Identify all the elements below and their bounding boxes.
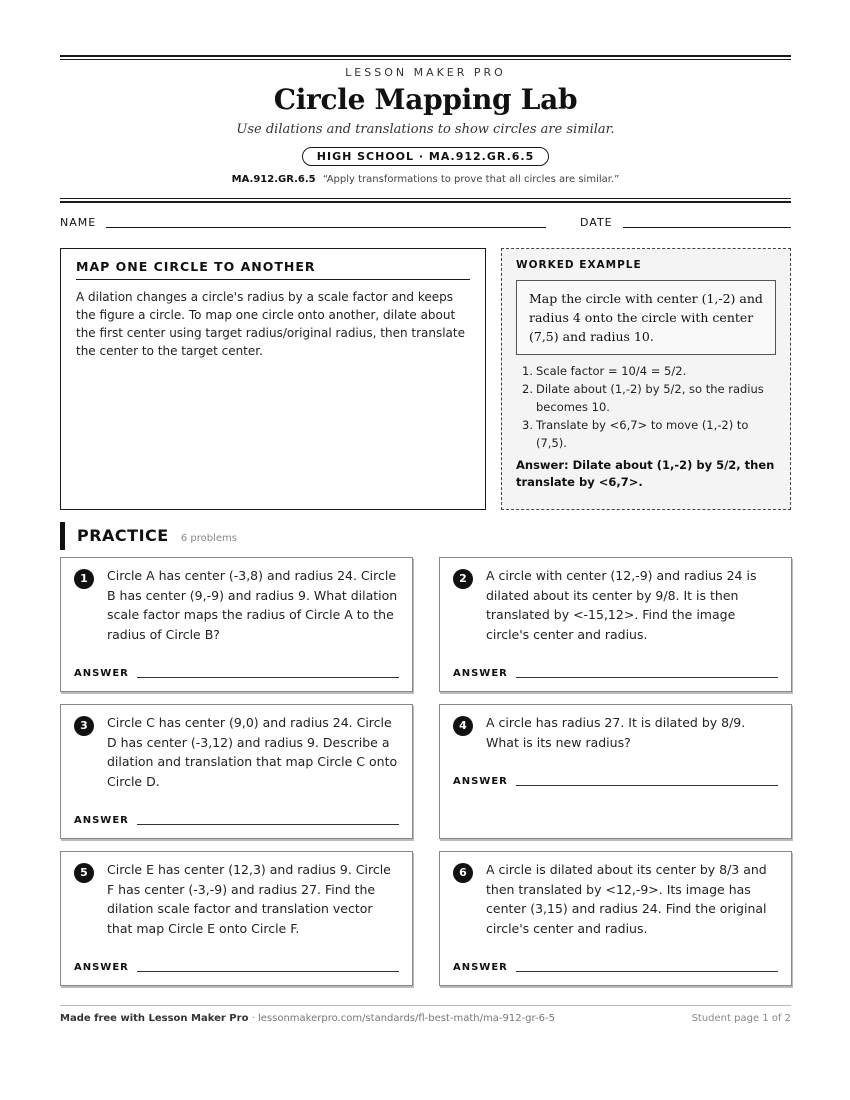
- problem-text: Circle E has center (12,3) and radius 9. Circle F has center (-3,-9) and radius 27. Find the dilation scale factor and translation vector that map Circle E onto Circle F.: [107, 862, 391, 936]
- practice-title: PRACTICE: [77, 526, 169, 545]
- brand-name: LESSON MAKER PRO: [345, 66, 506, 79]
- worked-example-steps: [516, 362, 776, 452]
- problem-card-4: [439, 704, 792, 839]
- worked-example-step: 2. Dilate about (1,-2) by 5/2, so the radius becomes 10.: [522, 382, 764, 414]
- concept-text: A dilation changes a circle's radius by a scale factor and keeps the figure a circle. To map one circle onto another, dilate about the first center using target radius/original radius, then translate the center to the target center.: [76, 290, 465, 358]
- standard-line: [60, 174, 791, 185]
- concept-title: MAP ONE CIRCLE TO ANOTHER: [76, 259, 470, 280]
- answer-field[interactable]: [516, 971, 778, 972]
- level-pill-wrap: [60, 145, 791, 166]
- answer-field[interactable]: [137, 824, 399, 825]
- problem-number-badge: 1: [74, 569, 94, 589]
- problem-text: Circle A has center (-3,8) and radius 24. Circle B has center (9,-9) and radius 9. What dilation scale factor maps the radius of Circle A to the radius of Circle B?: [107, 568, 398, 642]
- problem-number-badge: 4: [453, 716, 473, 736]
- standard-text: “Apply transformations to prove that all circles are similar.”: [322, 174, 620, 185]
- problem-card-5: [60, 851, 413, 986]
- page-subtitle: Use dilations and translations to show circles are similar.: [236, 122, 615, 137]
- name-label: NAME: [60, 216, 97, 229]
- answer-field[interactable]: [137, 677, 399, 678]
- problem-number-badge: 6: [453, 863, 473, 883]
- answer-label: ANSWER: [74, 815, 129, 826]
- problem-text: A circle with center (12,-9) and radius 24 is dilated about its center by 9/8. It is then translated by <-15,12>. Find the image circle's center and radius.: [486, 568, 757, 642]
- footer-made-with: Made free with Lesson Maker Pro: [60, 1013, 249, 1024]
- answer-field[interactable]: [516, 677, 778, 678]
- header-bottom-rule: [60, 198, 791, 203]
- name-date-row: [60, 216, 791, 230]
- footer-rule: [60, 1005, 791, 1006]
- problem-text: A circle is dilated about its center by 8/3 and then translated by <12,-9>. Its image has center (3,15) and radius 24. Find the original circle's center and radius.: [486, 862, 767, 936]
- answer-field[interactable]: [516, 785, 778, 786]
- header-top-rule: [60, 55, 791, 60]
- problem-text: Circle C has center (9,0) and radius 24. Circle D has center (-3,12) and radius 9. Describe a dilation and translation that map Circle C onto Circle D.: [107, 715, 398, 789]
- date-field[interactable]: [623, 227, 791, 228]
- answer-label: ANSWER: [453, 962, 508, 973]
- practice-heading: [60, 522, 237, 550]
- date-label: DATE: [580, 216, 613, 229]
- concept-box: [60, 248, 486, 510]
- answer-label: ANSWER: [74, 668, 129, 679]
- level-pill: HIGH SCHOOL · MA.912.GR.6.5: [302, 147, 549, 166]
- problem-card-6: [439, 851, 792, 986]
- standard-code: MA.912.GR.6.5: [231, 174, 316, 185]
- problem-number-badge: 2: [453, 569, 473, 589]
- footer-url[interactable]: · lessonmakerpro.com/standards/fl-best-math/ma-912-gr-6-5: [248, 1013, 555, 1024]
- problem-number-badge: 5: [74, 863, 94, 883]
- footer-credit: [60, 1013, 555, 1024]
- answer-field[interactable]: [137, 971, 399, 972]
- problem-card-1: [60, 557, 413, 692]
- worked-example-label: WORKED EXAMPLE: [516, 259, 642, 271]
- problem-card-3: [60, 704, 413, 839]
- worksheet-page: [60, 0, 791, 1100]
- answer-label: ANSWER: [453, 668, 508, 679]
- footer-page-number: Student page 1 of 2: [691, 1013, 791, 1024]
- worked-example-step: 1. Scale factor = 10/4 = 5/2.: [522, 364, 687, 378]
- problem-number-badge: 3: [74, 716, 94, 736]
- practice-count: 6 problems: [180, 533, 237, 544]
- worked-example-answer: Answer: Dilate about (1,-2) by 5/2, then translate by <6,7>.: [516, 458, 775, 489]
- problem-text: A circle has radius 27. It is dilated by 8/9. What is its new radius?: [486, 715, 746, 750]
- answer-label: ANSWER: [74, 962, 129, 973]
- name-field[interactable]: [106, 227, 546, 228]
- worked-example-box: [501, 248, 791, 510]
- problem-card-2: [439, 557, 792, 692]
- page-title: Circle Mapping Lab: [273, 83, 578, 116]
- worked-example-step: 3. Translate by <6,7> to move (1,-2) to (7,5).: [522, 418, 749, 450]
- answer-label: ANSWER: [453, 776, 508, 787]
- worked-example-problem: Map the circle with center (1,-2) and radius 4 onto the circle with center (7,5) and radius 10.: [516, 280, 776, 355]
